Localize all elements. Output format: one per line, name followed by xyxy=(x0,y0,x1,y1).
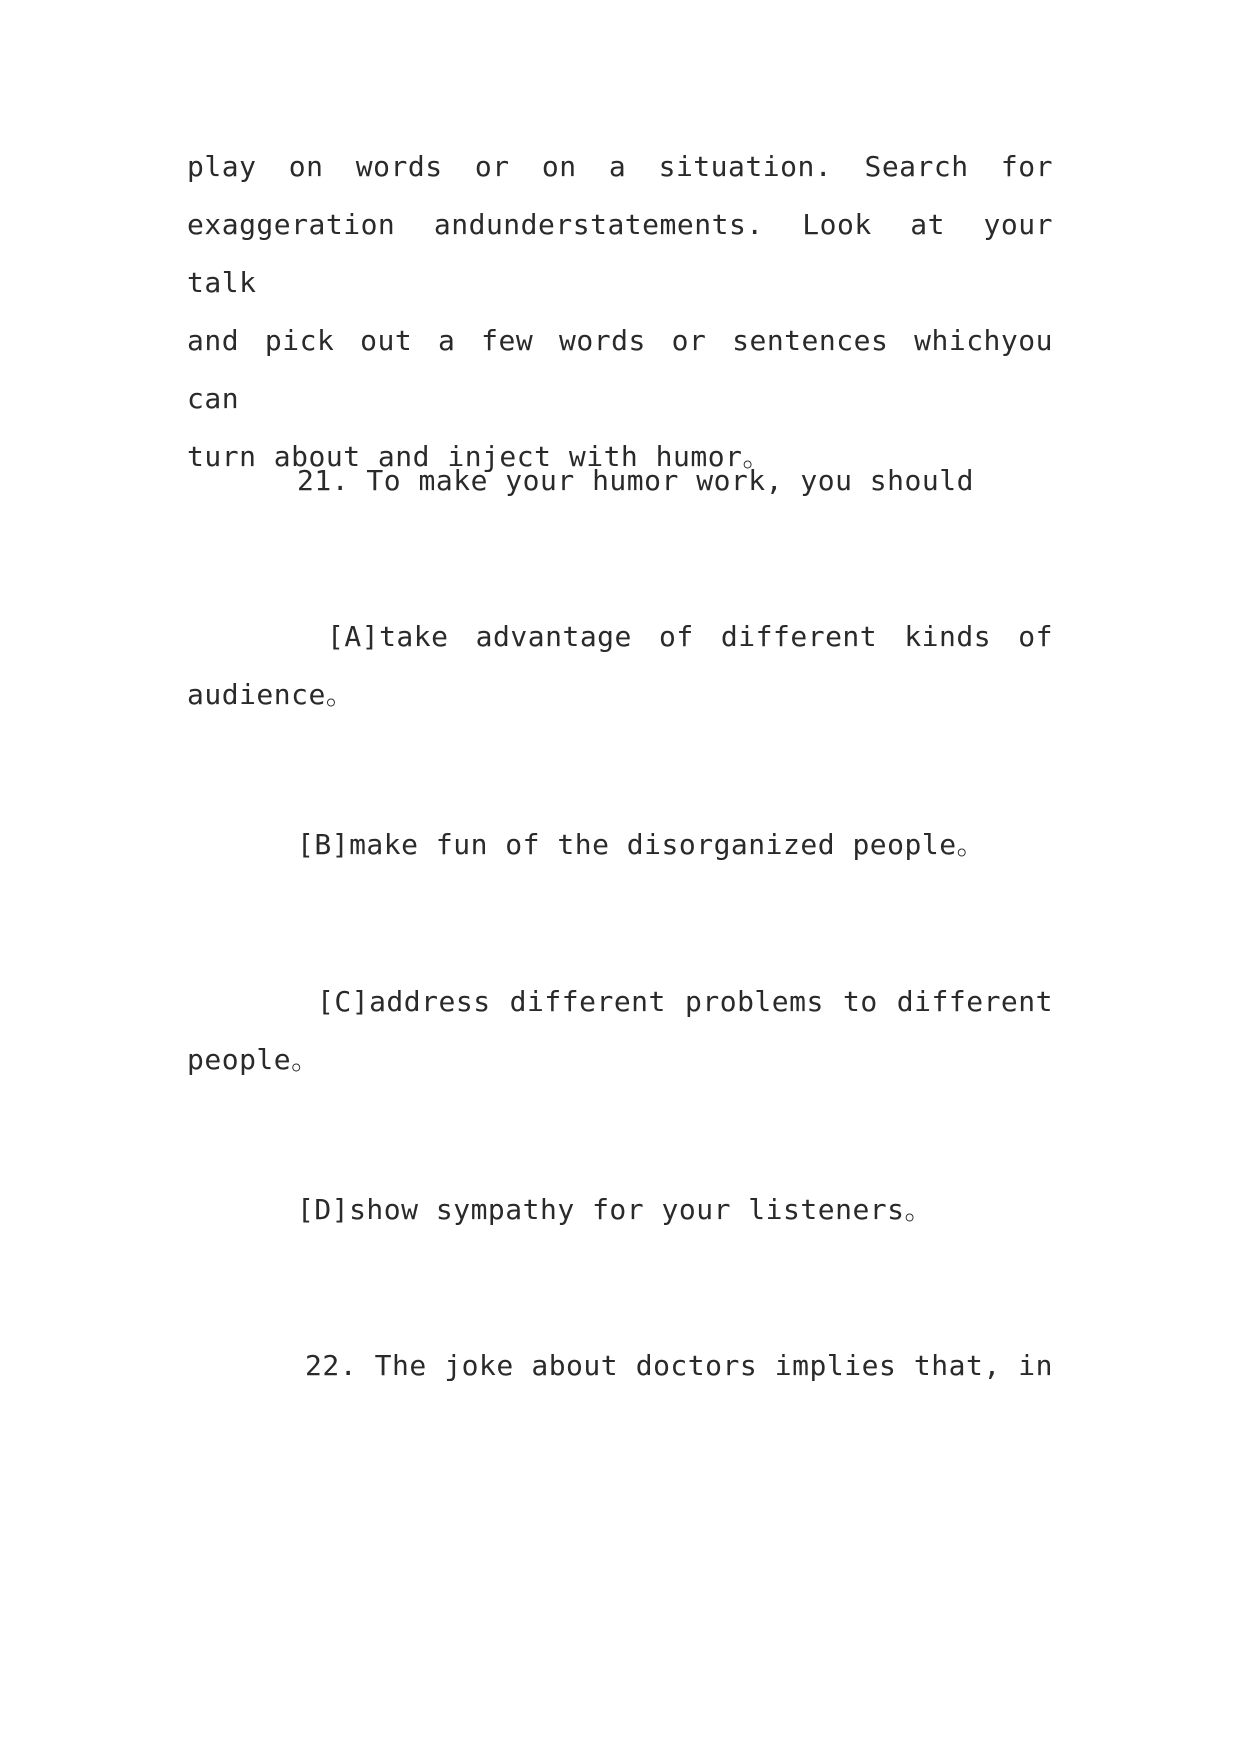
option-a-text-cont: audience。 xyxy=(187,678,355,711)
question-21-option-c xyxy=(187,973,1053,1089)
question-22-stem xyxy=(187,1337,1053,1395)
passage-line: exaggeration andunderstatements. Look at your talk xyxy=(187,208,1053,299)
question-21-option-d xyxy=(187,1181,1053,1239)
option-a-text: [A]take advantage of different kinds of xyxy=(327,620,1053,653)
option-c-text-cont: people。 xyxy=(187,1043,320,1076)
question-21-stem xyxy=(187,452,1053,510)
question-stem-text: 21. To make your humor work, you should xyxy=(297,464,974,497)
passage-line: play on words or on a situation. Search for xyxy=(187,150,1053,183)
passage-line: turn about and inject with humor。 xyxy=(187,440,771,473)
option-d-text: [D]show sympathy for your listeners。 xyxy=(297,1193,934,1226)
passage-line: and pick out a few words or sentences whichyou can xyxy=(187,324,1053,415)
question-21-option-b xyxy=(187,816,1053,874)
option-b-text: [B]make fun of the disorganized people。 xyxy=(297,828,986,861)
option-c-text: [C]address different problems to different xyxy=(317,985,1053,1018)
passage-paragraph xyxy=(187,138,1053,486)
question-21-option-a xyxy=(187,608,1053,724)
question-stem-text: 22. The joke about doctors implies that, in xyxy=(305,1349,1053,1382)
